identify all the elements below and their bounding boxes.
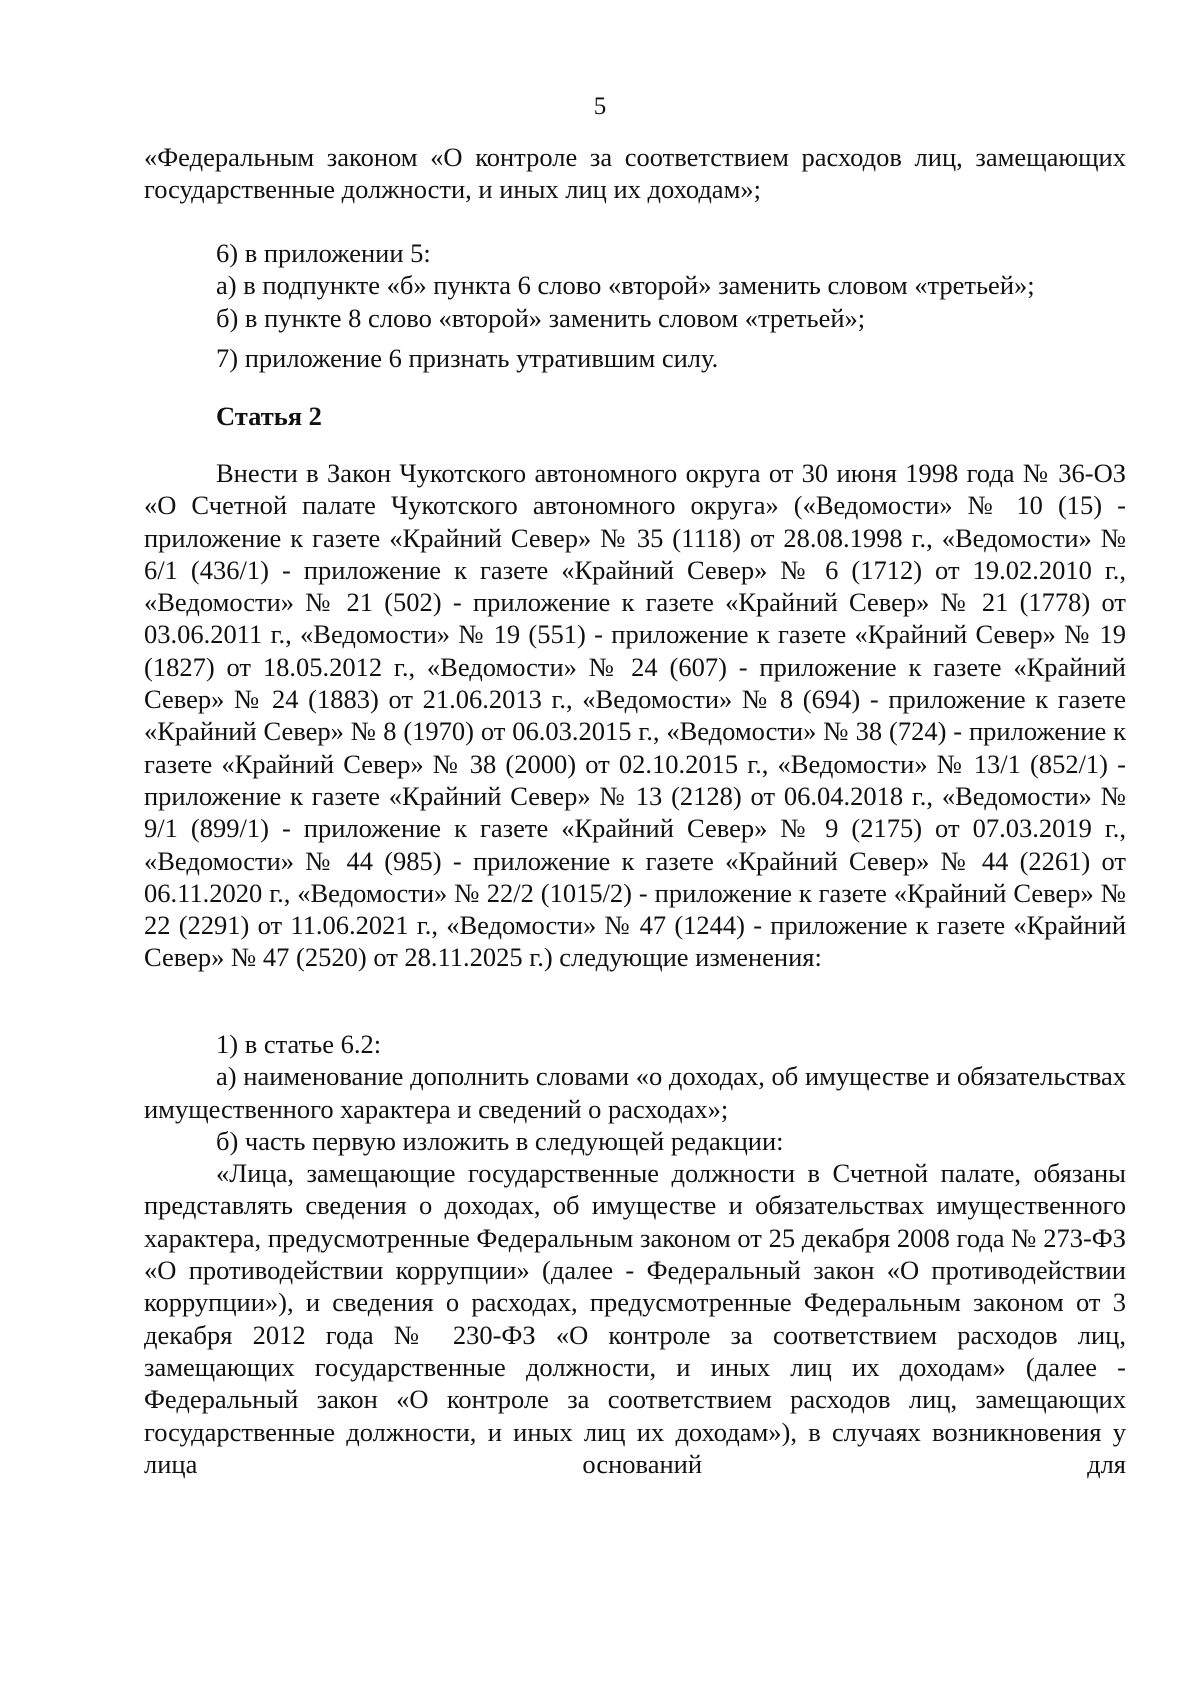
- article-2-body-block: [144, 457, 1126, 974]
- item-7: 7) приложение 6 признать утратившим силу.: [216, 343, 719, 373]
- article-2-body: Внести в Закон Чукотского автономного округа от 30 июня 1998 года № 36-ОЗ «О Счетной палате Чукотского автономного округа» («Ведомости» № 10 (15) - приложение к газете «Крайний Север» № 35 (1118) от 28.08.1998 г., «Ведомости» № 6/1 (436/1) - приложение к газете «Крайний Север» № 6 (1712) от 19.02.2010 г., «Ведомости» № 21 (502) - приложение к газете «Крайний Север» № 21 (1778) от 03.06.2011 г., «Ведомости» № 19 (551) - приложение к газете «Крайний Север» № 19 (1827) от 18.05.2012 г., «Ведомости» № 24 (607) - приложение к газете «Крайний Север» № 24 (1883) от 21.06.2013 г., «Ведомости» № 8 (694) - приложение к газете «Крайний Север» № 8 (1970) от 06.03.2015 г., «Ведомости» № 38 (724) - приложение к газете «Крайний Север» № 38 (2000) от 02.10.2015 г., «Ведомости» № 13/1 (852/1) - приложение к газете «Крайний Север» № 13 (2128) от 06.04.2018 г., «Ведомости» № 9/1 (899/1) - приложение к газете «Крайний Север» № 9 (2175) от 07.03.2019 г., «Ведомости» № 44 (985) - приложение к газете «Крайний Север» № 44 (2261) от 06.11.2020 г., «Ведомости» № 22/2 (1015/2) - приложение к газете «Крайний Север» № 22 (2291) от 11.06.2021 г., «Ведомости» № 47 (1244) - приложение к газете «Крайний Север» № 47 (2520) от 28.11.2025 г.) следующие изменения:: [144, 458, 1126, 973]
- amendment-7-block: [144, 342, 1126, 374]
- article-heading: Статья 2: [216, 401, 322, 431]
- page-number: 5: [593, 93, 607, 120]
- item-6-heading: 6) в приложении 5:: [216, 238, 431, 268]
- item-6a: а) в подпункте «б» пункта 6 слово «второй» заменить словом «третьей»;: [216, 270, 1035, 301]
- amendments-list-block: [144, 1028, 1126, 1480]
- item-1b: б) часть первую изложить в следующей редакции:: [216, 1125, 784, 1156]
- item-6b: б) в пункте 8 слово «второй» заменить словом «третьей»;: [216, 302, 866, 333]
- item-1a: а) наименование дополнить словами «о доходах, об имуществе и обязательствах имущественного характера и сведений о расходах»;: [144, 1061, 1126, 1124]
- article-2-heading-block: [144, 400, 1126, 432]
- new-part-one-text: «Лица, замещающие государственные должности в Счетной палате, обязаны представлять сведения о доходах, об имуществе и обязательствах имущественного характера, предусмотренные Федеральным законом от 25 декабря 2008 года № 273-ФЗ «О противодействии коррупции» (далее - Федеральный закон «О противодействии коррупции»), и сведения о расходах, предусмотренные Федеральным законом от 3 декабря 2012 года № 230-ФЗ «О контроле за соответствием расходов лиц, замещающих государственные должности, и иных лиц их доходам» (далее - Федеральный закон «О контроле за соответствием расходов лиц, замещающих государственные должности, и иных лиц их доходам»), в случаях возникновения у лица оснований для: [144, 1158, 1126, 1479]
- continuation-block: [144, 141, 1126, 206]
- continuation-paragraph: «Федеральным законом «О контроле за соответствием расходов лиц, замещающих государственные должности, и иных лиц их доходам»;: [144, 142, 1126, 205]
- amendment-6-block: [144, 237, 1126, 334]
- item-1-heading: 1) в статье 6.2:: [216, 1029, 382, 1059]
